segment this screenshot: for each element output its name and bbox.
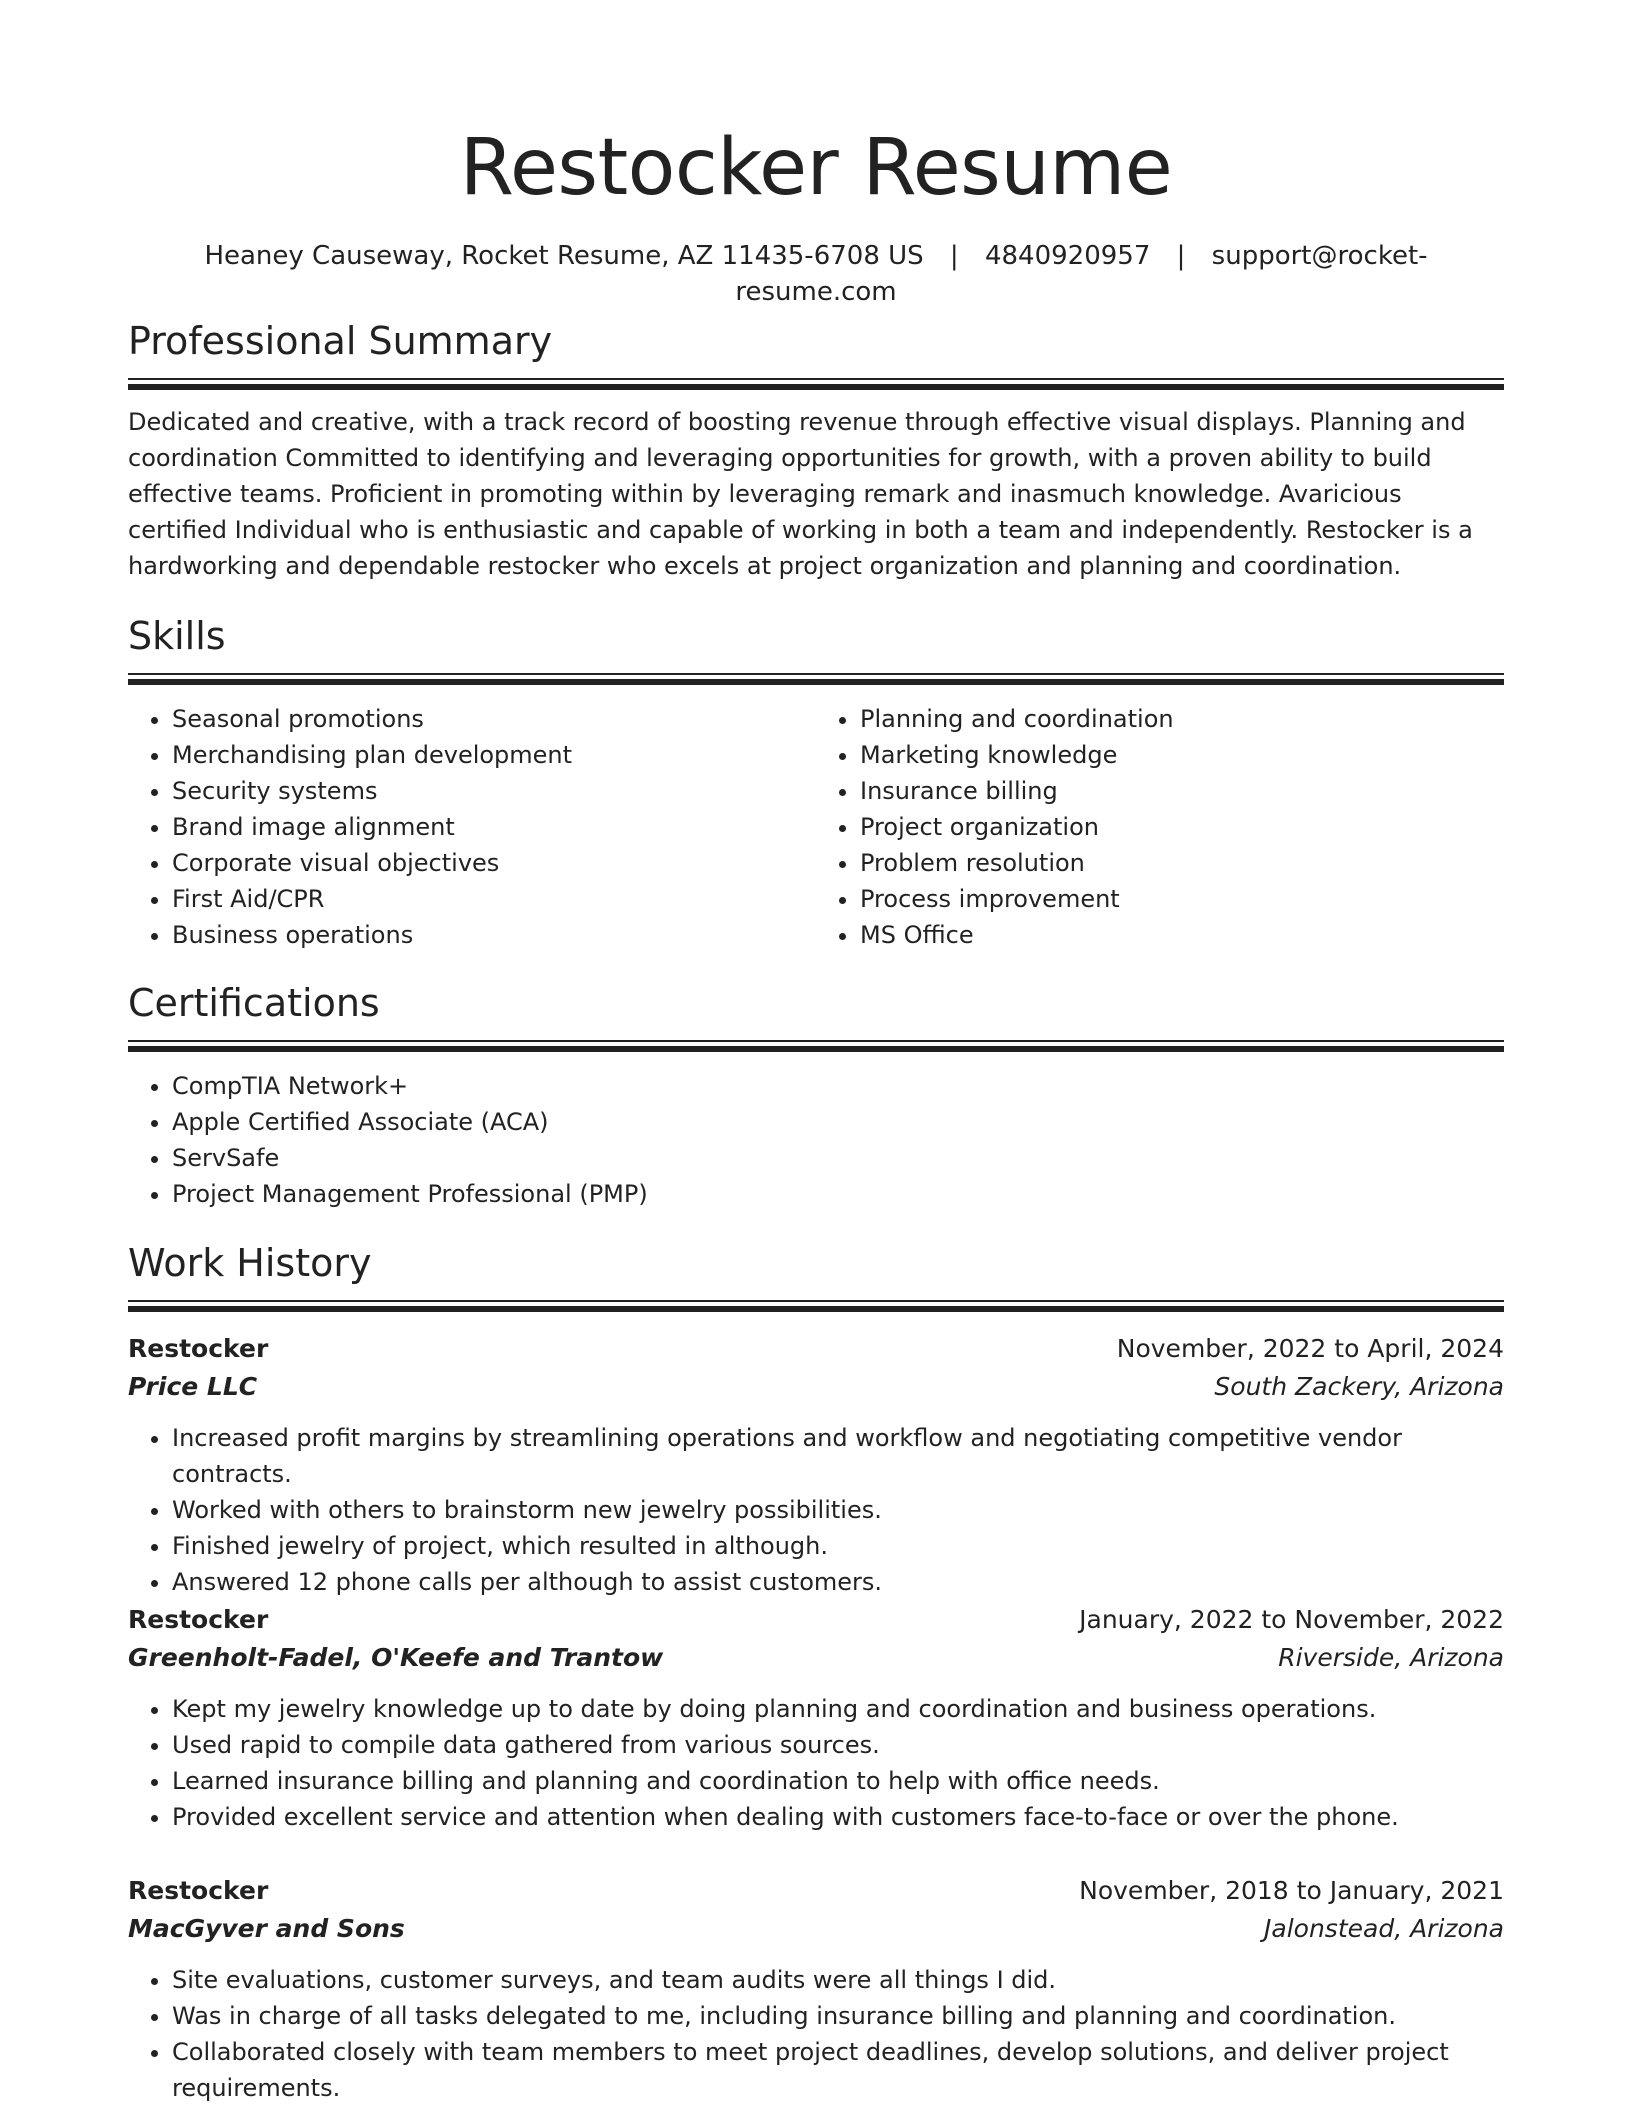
section-heading: Certifications bbox=[128, 981, 380, 1025]
list-item: • Increased profit margins by streamlining operations and workflow and negotiating competitive vendor contracts. bbox=[172, 1420, 1504, 1492]
list-item: • Project organization bbox=[860, 809, 1504, 845]
contact-separator: | bbox=[949, 241, 959, 271]
job-dates: November, 2018 to January, 2021 bbox=[1079, 1876, 1504, 1905]
contact-address: Heaney Causeway, Rocket Resume, AZ 11435-6708 US bbox=[204, 241, 924, 271]
section-divider bbox=[128, 1300, 1504, 1302]
resume-title: Restocker Resume bbox=[459, 123, 1173, 213]
list-item: • MS Office bbox=[860, 917, 1504, 953]
list-item: • Finished jewelry of project, which resulted in although. bbox=[172, 1528, 1504, 1564]
work-history-section bbox=[128, 1238, 1504, 1312]
list-item: • Used rapid to compile data gathered from various sources. bbox=[172, 1727, 1504, 1763]
list-item: • Collaborated closely with team members to meet project deadlines, develop solutions, and deliver project requirements. bbox=[172, 2034, 1504, 2106]
section-divider-thick bbox=[128, 1046, 1504, 1052]
list-item: • CompTIA Network+ bbox=[172, 1068, 1504, 1104]
list-item: • Security systems bbox=[172, 773, 816, 809]
list-item: • Learned insurance billing and planning and coordination to help with office needs. bbox=[172, 1763, 1504, 1799]
list-item: • Worked with others to brainstorm new jewelry possibilities. bbox=[172, 1492, 1504, 1528]
list-item: • Problem resolution bbox=[860, 845, 1504, 881]
contact-phone: 4840920957 bbox=[984, 241, 1151, 271]
skills-section bbox=[128, 611, 1504, 953]
list-item: • Provided excellent service and attention when dealing with customers face-to-face or over the phone. bbox=[172, 1799, 1504, 1835]
list-item: • Seasonal promotions bbox=[172, 701, 816, 737]
job-bullets bbox=[128, 1691, 1504, 1835]
job-dates: November, 2022 to April, 2024 bbox=[1116, 1334, 1504, 1363]
list-item: • Kept my jewelry knowledge up to date by doing planning and coordination and business operations. bbox=[172, 1691, 1504, 1727]
job-bullets bbox=[128, 1962, 1504, 2106]
job-title: Restocker bbox=[128, 1334, 269, 1363]
job-dates: January, 2022 to November, 2022 bbox=[1079, 1605, 1504, 1634]
section-divider bbox=[128, 1040, 1504, 1042]
section-divider bbox=[128, 673, 1504, 675]
section-divider-thick bbox=[128, 679, 1504, 685]
job-entry bbox=[128, 1601, 1504, 1835]
list-item: • Brand image alignment bbox=[172, 809, 816, 845]
list-item: • Project Management Professional (PMP) bbox=[172, 1176, 1504, 1212]
section-divider bbox=[128, 378, 1504, 380]
section-heading: Professional Summary bbox=[128, 319, 553, 363]
section-divider-thick bbox=[128, 1306, 1504, 1312]
contact-email: support@rocket-resume.com bbox=[735, 241, 1428, 307]
list-item: • Process improvement bbox=[860, 881, 1504, 917]
job-location: Riverside, Arizona bbox=[1278, 1643, 1504, 1672]
contact-line bbox=[128, 238, 1504, 310]
list-item: • Merchandising plan development bbox=[172, 737, 816, 773]
list-item: • Answered 12 phone calls per although to assist customers. bbox=[172, 1564, 1504, 1600]
certifications-list bbox=[128, 1068, 1504, 1212]
skills-list-left bbox=[128, 701, 816, 953]
job-entry bbox=[128, 1872, 1504, 2106]
summary-section bbox=[128, 316, 1504, 584]
list-item: • Site evaluations, customer surveys, and team audits were all things I did. bbox=[172, 1962, 1504, 1998]
section-heading: Skills bbox=[128, 614, 226, 658]
job-location: South Zackery, Arizona bbox=[1214, 1372, 1504, 1401]
contact-separator: | bbox=[1176, 241, 1186, 271]
certifications-section bbox=[128, 978, 1504, 1212]
summary-text: Dedicated and creative, with a track record of boosting revenue through effective visual displays. Planning and coordination Committed to identifying and leveraging opportunities for growth, with a proven ability to build effective teams. Proficient in promoting within by leveraging remark and inasmuch knowledge. Avaricious certified Individual who is enthusiastic and capable of working in both a team and independently. Restocker is a hardworking and dependable restocker who excels at project organization and planning and coordination. bbox=[128, 408, 1473, 580]
skills-list-right bbox=[816, 701, 1504, 953]
list-item: • Insurance billing bbox=[860, 773, 1504, 809]
skills-columns bbox=[128, 701, 1504, 953]
list-item: • Planning and coordination bbox=[860, 701, 1504, 737]
job-entry bbox=[128, 1330, 1504, 1600]
job-bullets bbox=[128, 1420, 1504, 1600]
job-title: Restocker bbox=[128, 1605, 269, 1634]
list-item: • Apple Certified Associate (ACA) bbox=[172, 1104, 1504, 1140]
job-company: Price LLC bbox=[128, 1372, 258, 1401]
section-divider-thick bbox=[128, 384, 1504, 390]
list-item: • First Aid/CPR bbox=[172, 881, 816, 917]
list-item: • Was in charge of all tasks delegated to me, including insurance billing and planning and coordination. bbox=[172, 1998, 1504, 2034]
job-company: Greenholt-Fadel, O'Keefe and Trantow bbox=[128, 1643, 664, 1672]
list-item: • Corporate visual objectives bbox=[172, 845, 816, 881]
job-company: MacGyver and Sons bbox=[128, 1914, 405, 1943]
list-item: • ServSafe bbox=[172, 1140, 1504, 1176]
section-heading: Work History bbox=[128, 1241, 372, 1285]
list-item: • Business operations bbox=[172, 917, 816, 953]
job-location: Jalonstead, Arizona bbox=[1264, 1914, 1504, 1943]
job-title: Restocker bbox=[128, 1876, 269, 1905]
list-item: • Marketing knowledge bbox=[860, 737, 1504, 773]
